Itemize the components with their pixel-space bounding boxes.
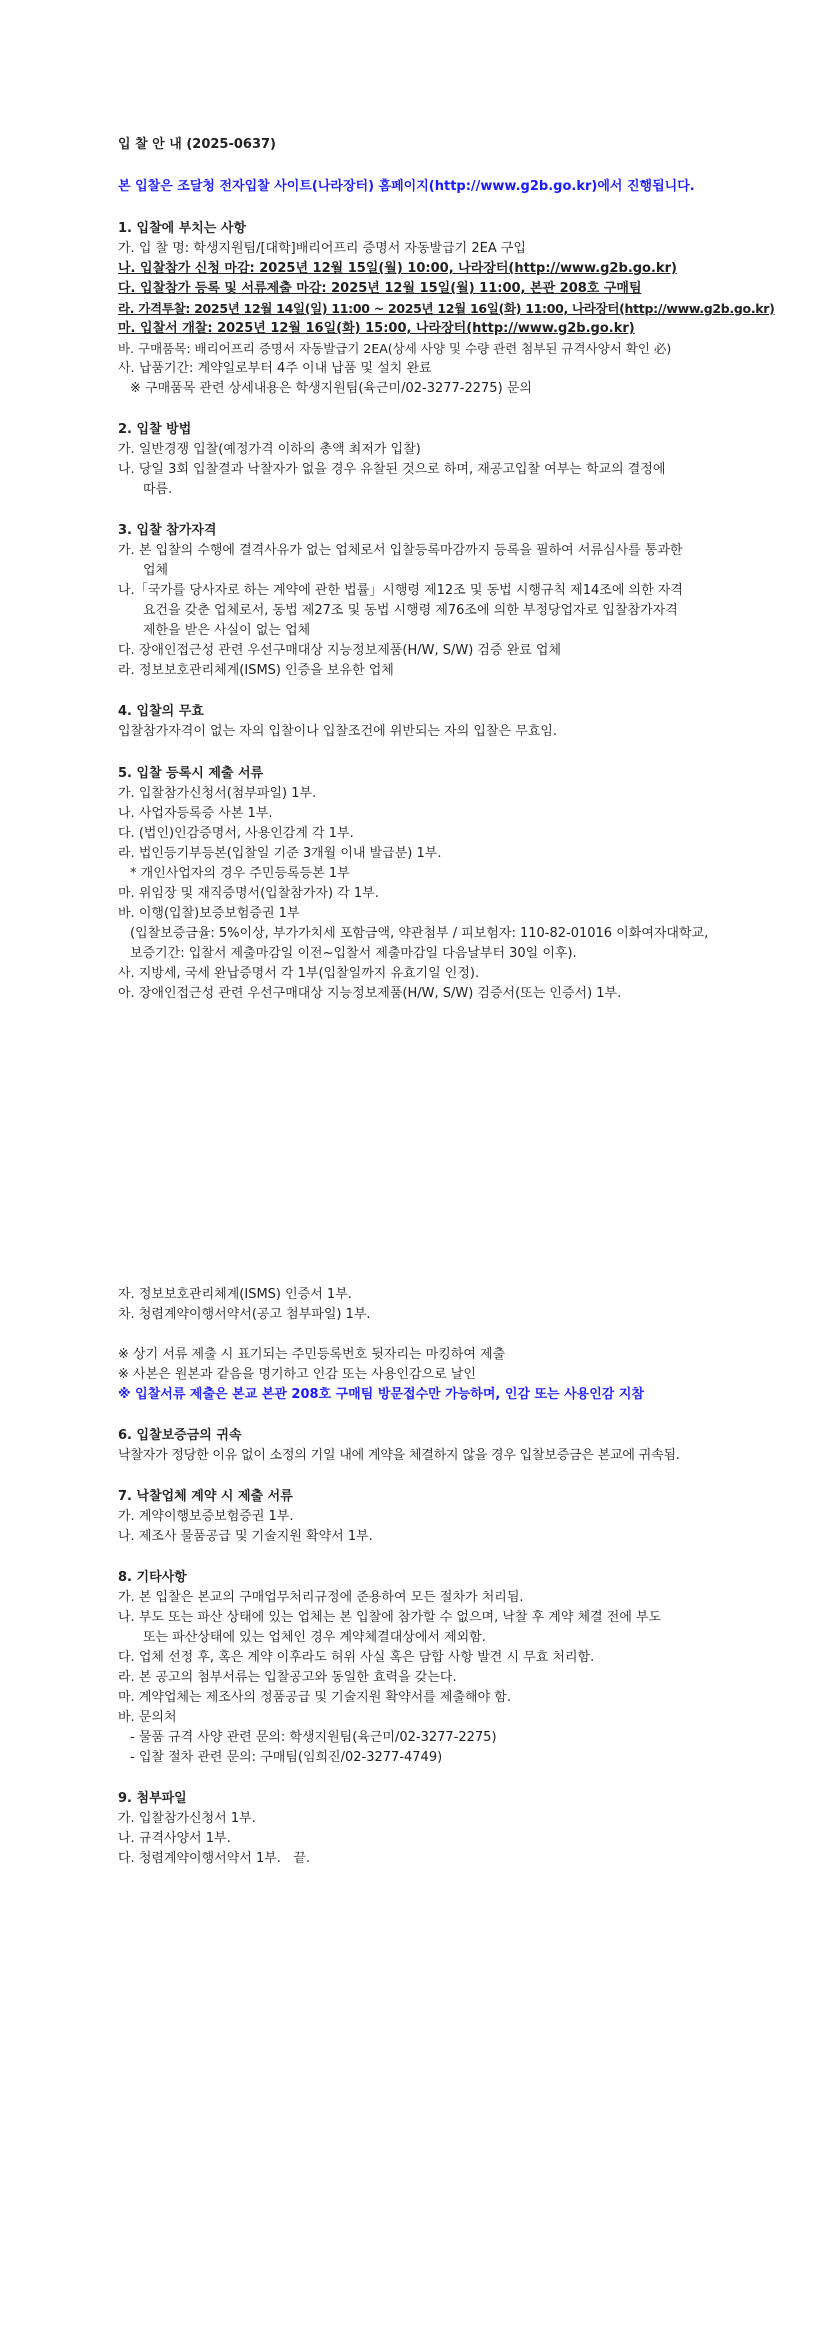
s9-attachment-b: 나. 규격사양서 1부. [118, 1831, 231, 1846]
s8-contact-procedure: - 입찰 절차 관련 문의: 구매팀(임희진/02-3277-4749) [130, 1750, 443, 1765]
s5-doc-f-detail1: (입찰보증금율: 5%이상, 부가가치세 포함금액, 약관첨부 / 피보험자: 110-82-01016 이화여자대학교, [130, 926, 709, 941]
s9-attachment-c: 다. 청렴계약이행서약서 1부. 끝. [118, 1851, 311, 1866]
s1-delivery-period: 사. 납품기간: 계약일로부터 4주 이내 납품 및 설치 완료 [118, 361, 432, 376]
section-4-heading: 4. 입찰의 무효 [118, 704, 204, 719]
s3-qualification-c: 다. 장애인접근성 관련 우선구매대상 지능정보제품(H/W, S/W) 검증 완료 업체 [118, 643, 562, 658]
section-1-heading: 1. 입찰에 부치는 사항 [118, 221, 247, 236]
s3-qualification-b-cont1: 요건을 갖춘 업체로서, 동법 제27조 및 동법 시행령 제76조에 의한 부정당업자로 입찰참가자격 [143, 603, 678, 618]
s8-item-b: 나. 부도 또는 파산 상태에 있는 업체는 본 입찰에 참가할 수 없으며, 낙찰 후 계약 체결 전에 부도 [118, 1610, 662, 1625]
s3-qualification-a: 가. 본 입찰의 수행에 결격사유가 없는 업체로서 입찰등록마감까지 등록을 필하여 서류심사를 통과한 [118, 543, 683, 558]
s8-item-d: 라. 본 공고의 첨부서류는 입찰공고와 동일한 효력을 갖는다. [118, 1670, 457, 1685]
s5-doc-f: 바. 이행(입찰)보증보험증권 1부 [118, 906, 300, 921]
s8-item-f: 바. 문의처 [118, 1710, 177, 1725]
s4-invalid-text: 입찰참가자격이 없는 자의 입찰이나 입찰조건에 위반되는 자의 입찰은 무효임. [118, 724, 558, 739]
s5-doc-c: 다. (법인)인감증명서, 사용인감계 각 1부. [118, 826, 354, 841]
s5-doc-h: 아. 장애인접근성 관련 우선구매대상 지능정보제품(H/W, S/W) 검증서(또는 인증서) 1부. [118, 986, 622, 1001]
s1-registration-deadline: 다. 입찰참가 등록 및 서류제출 마감: 2025년 12월 15일(월) 11:00, 본관 208호 구매팀 [118, 281, 642, 296]
s8-item-b-cont: 또는 파산상태에 있는 업체인 경우 계약체결대상에서 제외함. [143, 1630, 486, 1645]
section-5-heading: 5. 입찰 등록시 제출 서류 [118, 766, 264, 781]
s5-doc-d: 라. 법인등기부등본(입찰일 기준 3개월 이내 발급분) 1부. [118, 846, 442, 861]
s5-doc-f-detail2: 보증기간: 입찰서 제출마감일 이전~입찰서 제출마감일 다음날부터 30일 이후). [130, 946, 577, 961]
section-8-heading: 8. 기타사항 [118, 1570, 187, 1585]
s8-item-a: 가. 본 입찰은 본교의 구매업무처리규정에 준용하여 모든 절차가 처리됨. [118, 1590, 524, 1605]
s9-attachment-a: 가. 입찰참가신청서 1부. [118, 1811, 256, 1826]
s5-note-1: ※ 상기 서류 제출 시 표기되는 주민등록번호 뒷자리는 마킹하여 제출 [118, 1347, 506, 1362]
s5-doc-a: 가. 입찰참가신청서(첨부파일) 1부. [118, 786, 317, 801]
section-9-heading: 9. 첨부파일 [118, 1791, 187, 1806]
section-7-heading: 7. 낙찰업체 계약 시 제출 서류 [118, 1489, 293, 1504]
s1-bid-name: 가. 입 찰 명: 학생지원팀/[대학]배리어프리 증명서 자동발급기 2EA 구입 [118, 241, 526, 256]
s5-doc-j: 차. 청렴계약이행서약서(공고 첨부파일) 1부. [118, 1307, 371, 1322]
s5-doc-b: 나. 사업자등록증 사본 1부. [118, 806, 273, 821]
s8-item-c: 다. 업체 선정 후, 혹은 계약 이후라도 허위 사실 혹은 담합 사항 발견 시 무효 처리함. [118, 1650, 595, 1665]
s8-contact-spec: - 물품 규격 사양 관련 문의: 학생지원팀(육근미/02-3277-2275) [130, 1730, 497, 1745]
e-bidding-notice: 본 입찰은 조달청 전자입찰 사이트(나라장터) 홈페이지(http://www.g2b.go.kr)에서 진행됩니다. [118, 179, 695, 194]
s3-qualification-a-cont: 업체 [143, 563, 169, 578]
s8-item-e: 마. 계약업체는 제조사의 정품공급 및 기술지원 확약서를 제출해야 함. [118, 1690, 511, 1705]
section-6-heading: 6. 입찰보증금의 귀속 [118, 1428, 242, 1443]
s1-purchase-item: 바. 구매품목: 배리어프리 증명서 자동발급기 2EA(상세 사양 및 수량 관련 첨부된 규격사양서 확인 必) [118, 341, 672, 356]
section-2-heading: 2. 입찰 방법 [118, 422, 192, 437]
s1-application-deadline: 나. 입찰참가 신청 마감: 2025년 12월 15일(월) 10:00, 나라장터(http://www.g2b.go.kr) [118, 261, 677, 276]
s2-method-b: 나. 당일 3회 입찰결과 낙찰자가 없을 경우 유찰된 것으로 하며, 재공고입찰 여부는 학교의 결정에 [118, 462, 666, 477]
s3-qualification-b: 나.「국가를 당사자로 하는 계약에 관한 법률」시행령 제12조 및 동법 시행규칙 제14조에 의한 자격 [118, 583, 683, 598]
s1-inquiry-note: ※ 구매품목 관련 상세내용은 학생지원팀(육근미/02-3277-2275) 문의 [130, 381, 532, 396]
s5-doc-d-note: * 개인사업자의 경우 주민등록등본 1부 [130, 866, 350, 881]
s1-bid-opening: 마. 입찰서 개찰: 2025년 12월 16일(화) 15:00, 나라장터(http://www.g2b.go.kr) [118, 321, 635, 336]
s5-doc-g: 사. 지방세, 국세 완납증명서 각 1부(입찰일까지 유효기일 인정). [118, 966, 480, 981]
s2-method-b-cont: 따름. [143, 482, 173, 497]
s2-method-a: 가. 일반경쟁 입찰(예정가격 이하의 총액 최저가 입찰) [118, 442, 421, 457]
document-title: 입 찰 안 내 (2025-0637) [118, 137, 276, 152]
s5-note-2: ※ 사본은 원본과 같음을 명기하고 인감 또는 사용인감으로 날인 [118, 1367, 476, 1382]
s7-doc-b: 나. 제조사 물품공급 및 기술지원 확약서 1부. [118, 1529, 373, 1544]
s7-doc-a: 가. 계약이행보증보험증권 1부. [118, 1509, 294, 1524]
s1-price-bidding: 라. 가격투찰: 2025년 12월 14일(일) 11:00 ~ 2025년 12월 16일(화) 11:00, 나라장터(http://www.g2b.go.kr) [118, 301, 775, 316]
s3-qualification-d: 라. 정보보호관리체계(ISMS) 인증을 보유한 업체 [118, 663, 394, 678]
s5-doc-e: 마. 위임장 및 재직증명서(입찰참가자) 각 1부. [118, 886, 379, 901]
s6-forfeit-text: 낙찰자가 정당한 이유 없이 소정의 기일 내에 계약을 체결하지 않을 경우 입찰보증금은 본교에 귀속됨. [118, 1448, 680, 1463]
s5-note-3: ※ 입찰서류 제출은 본교 본관 208호 구매팀 방문접수만 가능하며, 인감 또는 사용인감 지참 [118, 1387, 644, 1402]
s3-qualification-b-cont2: 제한을 받은 사실이 없는 업체 [143, 623, 311, 638]
s5-doc-i: 자. 정보보호관리체계(ISMS) 인증서 1부. [118, 1287, 352, 1302]
section-3-heading: 3. 입찰 참가자격 [118, 523, 217, 538]
